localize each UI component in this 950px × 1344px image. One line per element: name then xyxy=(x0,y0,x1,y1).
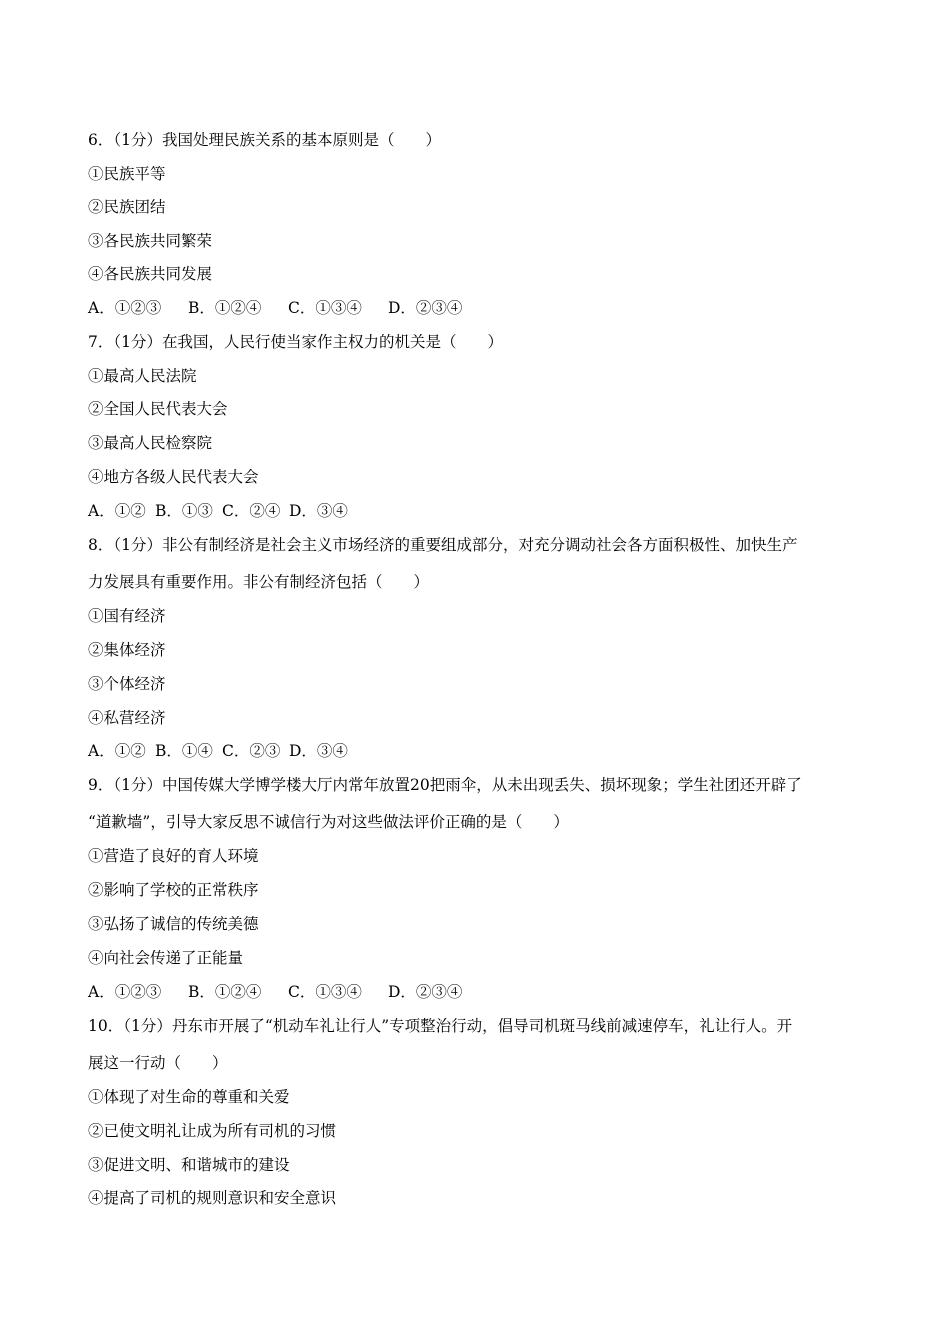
q8-option-c: C．②③ xyxy=(222,742,281,760)
q8-option-a: A．①② xyxy=(88,742,146,760)
q9-option-b: B．①②④ xyxy=(188,983,262,1001)
q10-stem-line-2: 展这一行动（ ） xyxy=(88,1054,228,1072)
q6-option-c: C．①③④ xyxy=(288,299,362,317)
q8-option-b: B．①④ xyxy=(155,742,213,760)
q9-options xyxy=(88,982,462,1002)
q9-item-1: ①营造了良好的育人环境 xyxy=(88,847,259,865)
q10-item-2: ②已使文明礼让成为所有司机的习惯 xyxy=(88,1122,337,1140)
q9-item-4: ④向社会传递了正能量 xyxy=(88,949,244,967)
q7-item-2: ②全国人民代表大会 xyxy=(88,400,228,418)
q9-option-d: D．②③④ xyxy=(388,983,463,1001)
q7-option-c: C．②④ xyxy=(222,502,281,520)
q8-option-d: D．③④ xyxy=(289,742,348,760)
q8-item-1: ①国有经济 xyxy=(88,607,166,625)
q7-item-1: ①最高人民法院 xyxy=(88,367,197,385)
q7-option-b: B．①③ xyxy=(155,502,213,520)
q7-item-3: ③最高人民检察院 xyxy=(88,434,213,452)
q6-option-d: D．②③④ xyxy=(388,299,463,317)
q9-option-a: A．①②③ xyxy=(88,983,162,1001)
q9-item-2: ②影响了学校的正常秩序 xyxy=(88,881,259,899)
q7-stem: 7．（1分）在我国，人民行使当家作主权力的机关是（ ） xyxy=(88,333,503,351)
q7-option-a: A．①② xyxy=(88,502,146,520)
q10-item-1: ①体现了对生命的尊重和关爱 xyxy=(88,1088,290,1106)
q9-item-3: ③弘扬了诚信的传统美德 xyxy=(88,915,259,933)
q8-options xyxy=(88,741,348,761)
q8-item-3: ③个体经济 xyxy=(88,675,166,693)
q6-options xyxy=(88,298,462,318)
q6-option-b: B．①②④ xyxy=(188,299,262,317)
q6-item-4: ④各民族共同发展 xyxy=(88,265,213,283)
q6-item-1: ①民族平等 xyxy=(88,165,166,183)
q7-item-4: ④地方各级人民代表大会 xyxy=(88,468,259,486)
q10-item-4: ④提高了司机的规则意识和安全意识 xyxy=(88,1189,337,1207)
q6-item-3: ③各民族共同繁荣 xyxy=(88,232,213,250)
q9-option-c: C．①③④ xyxy=(288,983,362,1001)
q8-item-2: ②集体经济 xyxy=(88,641,166,659)
q6-item-2: ②民族团结 xyxy=(88,198,166,216)
q6-stem: 6．（1分）我国处理民族关系的基本原则是（ ） xyxy=(88,131,441,149)
q8-stem-line-2: 力发展具有重要作用。非公有制经济包括（ ） xyxy=(88,573,430,591)
q8-stem-line-1: 8．（1分）非公有制经济是社会主义市场经济的重要组成部分，对充分调动社会各方面积极性、加快生产 xyxy=(88,536,798,554)
q7-options xyxy=(88,501,348,521)
q7-option-d: D．③④ xyxy=(289,502,348,520)
q9-stem-line-2: “道歉墙”，引导大家反思不诚信行为对这些做法评价正确的是（ ） xyxy=(88,813,569,831)
q8-item-4: ④私营经济 xyxy=(88,709,166,727)
q9-stem-line-1: 9．（1分）中国传媒大学博学楼大厅内常年放置20把雨伞，从未出现丢失、损坏现象；学生社团还开辟了 xyxy=(88,776,802,794)
q10-stem-line-1: 10．（1分）丹东市开展了“机动车礼让行人”专项整治行动，倡导司机斑马线前减速停车，礼让行人。开 xyxy=(88,1017,793,1035)
q10-item-3: ③促进文明、和谐城市的建设 xyxy=(88,1156,290,1174)
q6-option-a: A．①②③ xyxy=(88,299,162,317)
